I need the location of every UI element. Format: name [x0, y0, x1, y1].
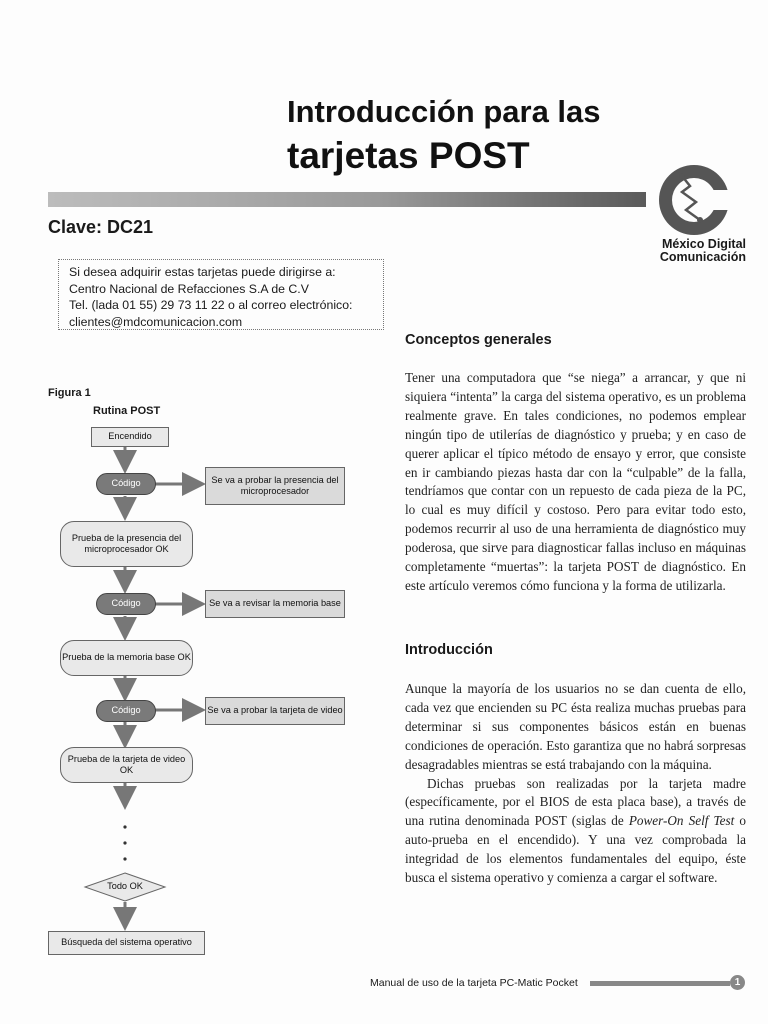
section-body-introduccion [405, 680, 746, 888]
mexico-digital-logo-icon [656, 162, 736, 238]
contact-line: Centro Nacional de Refacciones S.A de C.V [69, 281, 309, 296]
figure-label: Figura 1 [48, 387, 91, 399]
footer-rule [590, 981, 730, 986]
section-heading-introduccion: Introducción [405, 642, 493, 658]
flow-codigo-2: Código [96, 593, 156, 615]
flow-final: Búsqueda del sistema operativo [48, 931, 205, 955]
paragraph: Tener una computadora que “se niega” a arrancar, y que ni siquiera “intenta” la carga del sistema operativo, es un problema realmente grave. En tales condiciones, no podemos emplear ningún tipo de utilerías de diagnóstico y prueba; y en caso de querer aplicar el típico método de ensayo y error, que consiste en ir cambiando piezas hasta dar con la “culpable” de la falla, tendríamos que contar con un repuesto de cada pieza de la PC, lo cual es muy difícil y costoso. Pero para evitar todo esto, podemos recurrir al uso de una herramienta de diagnóstico muy poderosa, que sirve para diagnosticar fallas incluso en máquinas completamente “muertas”: la tarjeta POST de diagnóstico. En este artículo veremos cómo funciona y la forma de utilizarla. [405, 370, 746, 593]
flow-side-1: Se va a probar la presencia del microprocesador [205, 467, 345, 505]
contact-line: Tel. (lada 01 55) 29 73 11 22 o al correo electrónico: [69, 298, 353, 312]
paragraph [405, 775, 746, 888]
flow-todo-ok: Todo OK [107, 881, 143, 892]
flow-step-1: Prueba de la presencia del microprocesador OK [60, 521, 193, 567]
flow-codigo-1: Código [96, 473, 156, 495]
emphasis-text: Power-On Self Test [628, 813, 735, 829]
section-body-conceptos [405, 369, 746, 596]
logo-text [612, 238, 746, 264]
paragraph: Aunque la mayoría de los usuarios no se dan cuenta de ello, cada vez que encienden su PC ésta realiza muchas pruebas para determinar si sus componentes básicos están en buenas condiciones de operación. Esto garantiza que no habrá sorpresas desagradables mientras se está trabajando con la máquina. [405, 681, 746, 772]
contact-line: Si desea adquirir estas tarjetas puede dirigirse a: [69, 265, 336, 279]
logo-line-2: Comunicación [659, 250, 746, 264]
footer-text: Manual de uso de la tarjeta PC-Matic Pocket [370, 977, 578, 989]
section-heading-conceptos: Conceptos generales [405, 332, 552, 348]
clave-code: Clave: DC21 [48, 217, 154, 237]
figure-title: Rutina POST [93, 405, 161, 417]
contact-email: clientes@mdcomunicacion.com [69, 314, 243, 329]
page-number: 1 [730, 975, 745, 990]
title-line-2: tarjetas POST [287, 135, 530, 176]
flow-step-2: Prueba de la memoria base OK [60, 640, 193, 676]
flow-step-3: Prueba de la tarjeta de video OK [60, 747, 193, 783]
text-span: o auto-prueba en el encendido). Y una vez comprobada la integridad de los elementos fundamentales del equipo, éste busca el sistema operativo y comienza a cargar el software. [405, 813, 746, 886]
flow-side-3: Se va a probar la tarjeta de video [205, 697, 345, 725]
text-span: Dichas pruebas son realizadas por la tarjeta madre (específicamente, por el BIOS de esta placa base), a través de una rutina denominada POST (siglas de [405, 775, 746, 829]
title-line-1: Introducción para las [287, 94, 601, 129]
flow-side-2: Se va a revisar la memoria base [205, 590, 345, 618]
logo-line-1: México Digital [661, 237, 746, 251]
flow-encendido: Encendido [91, 427, 169, 447]
flow-codigo-3: Código [96, 700, 156, 722]
